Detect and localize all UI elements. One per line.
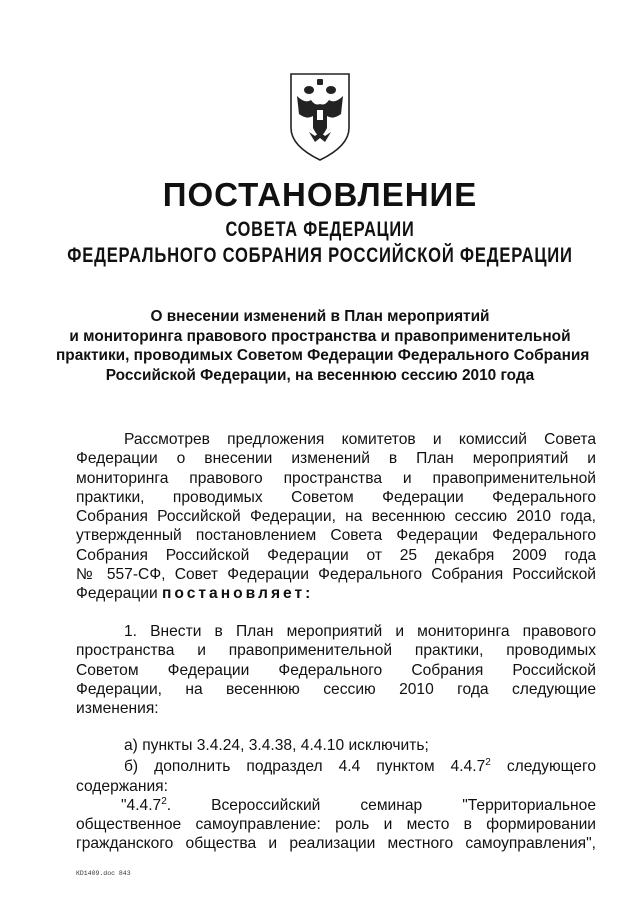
paragraph-line: пространства и правоприменительной практики, проводимых [76,642,596,660]
preamble-paragraph [76,430,596,604]
quote-line: гражданского общества и реализации местного самоуправления", [76,835,596,853]
list-item-text: б) дополнить подраздел 4.4 пунктом 4.4.7 [124,758,486,776]
file-code: КD1409.doc 843 [76,870,131,877]
resolution-keyword: постановляет: [162,585,314,603]
paragraph-line: Федерации о внесении изменений в План мероприятий и [76,450,596,468]
paragraph-line: Собрания Российской Федерации от 25 декабря 2009 года [76,546,596,564]
paragraph-text: Федерации [76,585,158,603]
clause-1-paragraph [76,622,596,718]
document-title-line: практики, проводимых Советом Федерации Федерального Собрания [56,347,590,365]
list-item-a: а) пункты 3.4.24, 3.4.38, 4.4.10 исключить; [124,737,429,754]
amendments-list [76,736,596,854]
subtitle-line-2: ФЕДЕРАЛЬНОГО СОБРАНИЯ РОССИЙСКОЙ ФЕДЕРАЦИИ [67,244,573,267]
paragraph-line: № 557-СФ, Совет Федерации Федерального Собрания Российской [76,566,596,584]
paragraph-line: утвержденный постановлением Совета Федерации Федерального [76,527,596,545]
paragraph-line: изменения: [76,700,159,718]
page-title: ПОСТАНОВЛЕНИЕ [162,176,478,213]
paragraph-line: мониторинга правового пространства и правоприменительной [76,469,596,487]
list-item-b [76,757,596,776]
paragraph-line: Собрания Российской Федерации, на весеннюю сессию 2010 года, [76,508,596,526]
paragraph-line: Советом Федерации Федерального Собрания Российской [76,661,596,679]
document-title-line: Российской Федерации, на весеннюю сессию 2010 года [105,366,535,384]
superscript: 2 [161,795,167,807]
quote-rest: . Всероссийский семинар "Территориальное [166,796,596,814]
quote-prefix: "4.4.7 [121,796,162,814]
paragraph-line: Федерации, на весеннюю сессию 2010 года следующие [76,680,596,698]
quote-line [76,796,596,815]
list-item-b-continued: содержания: [76,777,168,795]
paragraph-line [76,584,596,603]
paragraph-line: практики, проводимых Советом Федерации Федерального [76,488,596,506]
coat-of-arms-icon [287,70,353,162]
document-title [56,307,590,385]
subtitle-line-1: СОВЕТА ФЕДЕРАЦИИ [225,218,415,241]
document-title-line: О внесении изменений в План мероприятий [150,308,490,325]
superscript: 2 [485,757,491,769]
quote-line: общественное самоуправление: роль и место в формировании [76,816,596,834]
quote-text [121,797,596,814]
paragraph-line: 1. Внести в План мероприятий и мониторинга правового [124,623,596,640]
list-item-text: следующего [490,758,596,776]
document-title-line: и мониторинга правового пространства и правоприменительной [69,327,571,345]
paragraph-line: Рассмотрев предложения комитетов и комиссий Совета [124,431,596,448]
